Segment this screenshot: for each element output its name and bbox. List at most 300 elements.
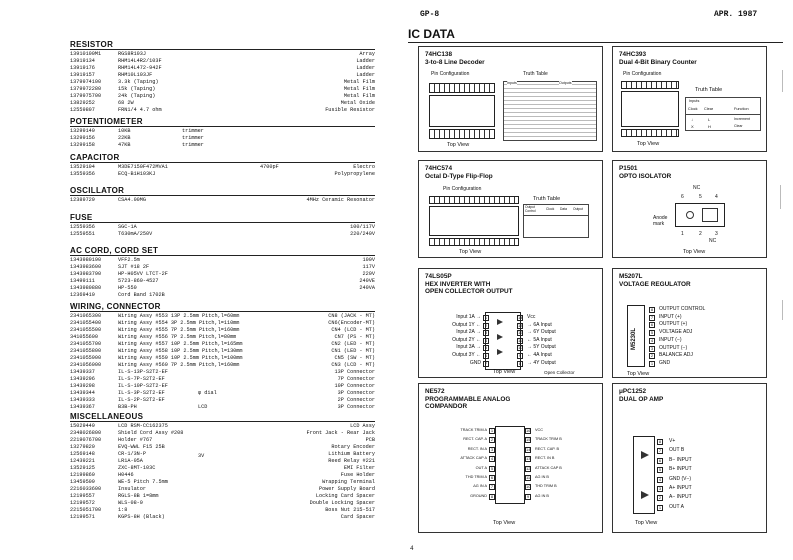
misc-row — [70, 486, 375, 493]
wiring-row — [70, 362, 375, 369]
wiring-row — [70, 334, 375, 341]
resistor-section-title: RESISTOR — [70, 40, 114, 49]
part-number: 2341055700 — [70, 341, 102, 347]
pin-number: 4 — [650, 337, 654, 343]
part-number: 2341055900 — [70, 355, 102, 361]
wiring-row — [70, 327, 375, 334]
opamp-b-symbol — [641, 451, 649, 459]
truth-table-label: Truth Table — [533, 196, 561, 202]
part-spec: LR1A-05A — [118, 458, 143, 464]
part-number: 13439337 — [70, 369, 95, 375]
nc-bottom-label: NC — [709, 238, 717, 244]
part-number: 1343980190 — [70, 257, 102, 263]
part-spec: RHM14L4R2/103F — [118, 58, 162, 64]
chip-upc1252 — [633, 436, 655, 514]
misc-row — [70, 437, 375, 444]
part-spec: HP-550 — [118, 285, 137, 291]
pin-number: 8 — [650, 307, 654, 312]
part-desc: 2P Connector — [337, 397, 375, 403]
doc-id: GP-8 — [420, 10, 440, 19]
top-view-label: Top View — [627, 371, 650, 377]
part-number: 12569148 — [70, 451, 95, 457]
opto-element — [702, 208, 718, 222]
pin-label-left: ATTACK CAP A — [460, 456, 487, 461]
pin-function: INPUT (+) — [659, 313, 682, 320]
resistor-row — [70, 100, 375, 107]
part-spec: Wiring Assy #554 3P 2.5mm Pitch,l=110mm — [118, 320, 240, 326]
resistor-row — [70, 86, 375, 93]
part-spec: SGC-1A — [118, 224, 137, 230]
pin-row-top — [429, 196, 519, 204]
wiring-row — [70, 404, 375, 411]
ic-name: M5207L — [619, 273, 643, 280]
part-spec: 1:8 — [118, 507, 128, 513]
wiring-section-title: WIRING, CONNECTOR — [70, 302, 161, 311]
part-desc: trimmer — [182, 142, 204, 148]
pin-1: 1 — [681, 231, 684, 237]
pin-number: 3 — [658, 486, 662, 491]
pin-row-bottom — [429, 129, 495, 139]
pin-number: 1 — [650, 360, 654, 366]
part-spec: CR-1/3N-P — [118, 451, 147, 457]
divider — [408, 42, 783, 43]
part-number: 2216033600 — [70, 486, 102, 492]
pin-label-right: → 6Y Output — [527, 329, 556, 336]
wiring-row — [70, 355, 375, 362]
part-number: 1343980880 — [70, 285, 102, 291]
part-number: 13529104 — [70, 164, 95, 170]
pin-function: B− INPUT — [669, 456, 692, 463]
part-spec: Wiring Assy #553 13P 2.5mm Pitch,l=60mm — [118, 313, 240, 319]
pin-4: 4 — [715, 194, 718, 200]
wiring-row — [70, 320, 375, 327]
part-number: 2341055500 — [70, 327, 102, 333]
pin-number: 11 — [526, 475, 531, 480]
misc-row — [70, 479, 375, 486]
part-number: 15029449 — [70, 423, 95, 429]
part-number: 13529125 — [70, 465, 95, 471]
part-spec: EVQ-WWL F15 25B — [118, 444, 165, 450]
pin-number: 9 — [526, 493, 530, 499]
pin-label-right: ← 5A Input — [527, 336, 552, 343]
part-desc: LCD Assy — [350, 423, 375, 429]
pin-function: V+ — [669, 438, 676, 444]
part-number: 341055600 — [70, 334, 99, 340]
divider — [70, 49, 375, 50]
battery-voltage: 3V — [198, 453, 205, 459]
part-desc: Metal Film — [343, 79, 375, 85]
part-value: 4700pF — [260, 164, 279, 170]
chip-p1501 — [675, 203, 725, 227]
part-desc: Lithium Battery — [328, 451, 375, 457]
part-spec: 47KB — [118, 142, 131, 148]
part-desc: Rotary Encoder — [331, 444, 375, 450]
wiring-row — [70, 313, 375, 320]
divider — [70, 421, 375, 422]
top-view-label: Top View — [459, 249, 482, 255]
pin-label-right: ΔG IN B — [535, 475, 549, 479]
part-spec: 3.3k (Taping) — [118, 79, 159, 85]
part-spec: IL-S-7P-S2T2-EF — [118, 376, 165, 382]
part-desc: 117V — [362, 264, 375, 270]
part-spec: 10KB — [118, 128, 131, 134]
open-collector-label: Open Collector — [544, 370, 575, 375]
resistor-row — [70, 58, 375, 65]
part-spec: Wiring Assy #559 10P 2.5mm Pitch,l=100mm — [118, 355, 243, 361]
pin-number: 16 — [526, 428, 531, 433]
ac_cord-section-title: AC CORD, CORD SET — [70, 246, 159, 255]
part-number: 12199860 — [70, 472, 95, 478]
top-view-label: Top View — [493, 520, 516, 526]
ic-ne572-card — [418, 383, 603, 533]
pin-number: 7 — [490, 484, 494, 490]
truth-table-label: Truth Table — [523, 71, 548, 77]
pin-label-right: ATTACK CAP B — [535, 465, 562, 470]
th-inputs: Inputs — [689, 99, 700, 103]
pin-label-right: VCC — [535, 428, 544, 432]
ac_cord-row — [70, 285, 375, 292]
part-spec: RHM14L472-942F — [118, 65, 162, 71]
pin-row-top — [429, 83, 495, 93]
oscillator-row — [70, 197, 375, 204]
part-spec: H0446 — [118, 472, 134, 478]
pin-function: INPUT (−) — [659, 336, 682, 343]
pin-5: 5 — [699, 194, 702, 200]
pin-2: 2 — [699, 231, 702, 237]
part-spec: 22KB — [118, 135, 131, 141]
ic-desc: Octal D-Type Flip-Flop — [425, 172, 493, 180]
resistor-row — [70, 65, 375, 72]
th-function: Function — [734, 107, 749, 111]
part-number: 12389729 — [70, 197, 95, 203]
ic-name: 74LS05P — [425, 273, 452, 280]
part-number: 13299158 — [70, 142, 95, 148]
pin-number: 14 — [518, 315, 523, 320]
chip-74ls05p — [485, 312, 521, 370]
part-desc: Locking Card Spacer — [315, 493, 375, 499]
part-number: 13279820 — [70, 444, 95, 450]
pin-number: 5 — [658, 467, 662, 473]
misc-row — [70, 472, 375, 479]
pin-function: GND — [659, 359, 671, 366]
ic-name: 74HC393 — [619, 51, 647, 58]
td-clock-2: X — [691, 124, 694, 129]
pin-number: 1 — [490, 428, 494, 433]
divider — [70, 195, 375, 196]
pin-function: B+ INPUT — [669, 466, 692, 473]
pin-label-right: ← 4A Input — [527, 352, 552, 358]
part-number: 12559807 — [70, 107, 95, 113]
part-desc: Card Spacer — [340, 514, 375, 520]
part-spec: Shield Cord Assy #208 — [118, 430, 184, 436]
pin-function: A− INPUT — [669, 494, 692, 501]
pin-number: 12 — [526, 465, 531, 471]
part-spec: IL-S-2P-S2T2-EF — [118, 397, 165, 403]
pin-label-right: Vcc — [527, 314, 536, 320]
part-number: 13459509 — [70, 479, 95, 485]
wiring-note-lcd: LCD — [198, 404, 208, 410]
part-desc: 3P Connector — [337, 404, 375, 410]
pin-number: 6 — [490, 475, 494, 480]
ic-name: 74HC574 — [425, 165, 453, 172]
part-spec: Wiring Assy #558 10P 2.5mm Pitch,l=130mm — [118, 348, 243, 354]
part-number: 12199572 — [70, 500, 95, 506]
part-number: 2215051700 — [70, 507, 102, 513]
anode-mark-label: Anode mark — [653, 215, 668, 227]
part-spec: M3DE7150F472MVA1 — [118, 164, 168, 170]
part-desc: CN4 (LCD - MT) — [331, 327, 375, 333]
wiring-row — [70, 369, 375, 376]
ic-desc: VOLTAGE REGULATOR — [619, 280, 691, 288]
chip-74hc393 — [621, 91, 679, 127]
truth-table — [523, 204, 589, 238]
part-desc: Metal Film — [343, 93, 375, 99]
pin-number: 4 — [658, 476, 662, 482]
part-desc: 220/240V — [350, 231, 375, 237]
part-spec: 24k (Taping) — [118, 93, 156, 99]
chip-m5207l — [627, 305, 645, 367]
part-number: 1379974100 — [70, 79, 102, 85]
part-desc: CN8 (JACK - MT) — [328, 313, 375, 319]
pin-number: 3 — [650, 345, 654, 351]
part-spec: CSA4.00MG — [118, 197, 147, 203]
pin-label-left: Input 1A → — [456, 314, 481, 320]
part-spec: IL-S-13P-S2T2-EF — [118, 369, 168, 375]
chip-74hc574 — [429, 206, 519, 236]
wiring-row — [70, 348, 375, 355]
misc-row — [70, 430, 375, 437]
part-number: 2348026800 — [70, 430, 102, 436]
part-spec: Cord Band 1702B — [118, 292, 165, 298]
top-view-label: Top View — [447, 142, 470, 148]
pin-6: 6 — [681, 194, 684, 200]
part-spec: FRN1/4 4.7 ohm — [118, 107, 162, 113]
page-number: 4 — [410, 545, 414, 552]
th-output-control: Output Control — [525, 205, 536, 213]
part-spec: SJT #18 2F — [118, 264, 150, 270]
part-desc: 3P Connector — [337, 390, 375, 396]
part-desc: Front Jack - Rear Jack — [306, 430, 375, 436]
part-desc: Double Locking Spacer — [309, 500, 375, 506]
pin-number: 5 — [490, 465, 494, 471]
part-desc: 240VE — [359, 278, 375, 284]
part-desc: Power Supply Board — [318, 486, 375, 492]
pin-number: 10 — [526, 484, 531, 490]
part-number: 13910100M1 — [70, 51, 102, 57]
pin-number: 7 — [658, 448, 662, 454]
wiring-row — [70, 376, 375, 383]
th-clear: Clear — [704, 107, 714, 111]
td-clear-2: H — [708, 124, 711, 129]
misc-row — [70, 423, 375, 430]
wiring-row — [70, 397, 375, 404]
part-number: 12559551 — [70, 231, 95, 237]
pin-number: 2 — [658, 495, 662, 501]
part-spec: LCD RSM-CC162375 — [118, 423, 168, 429]
part-spec: WE-5 Pitch 7.5mm — [118, 479, 168, 485]
td-function-2: Clear — [734, 124, 743, 128]
part-spec: 15k (Taping) — [118, 86, 156, 92]
part-spec: Wiring Assy #556 7P 2.5mm Pitch,l=80mm — [118, 334, 237, 340]
pin-number: 1 — [484, 315, 488, 320]
pin-label-left: RECT. CAP. A — [463, 437, 487, 442]
part-desc: Electro — [353, 164, 375, 170]
pin-3: 3 — [715, 231, 718, 237]
ic-p1501-card — [612, 160, 767, 258]
pin-config-label: Pin Configuration — [431, 71, 470, 77]
part-desc: CN3 (LCD - MT) — [331, 362, 375, 368]
misc-row — [70, 458, 375, 465]
wiring-row — [70, 383, 375, 390]
ic-desc: DUAL OP AMP — [619, 395, 664, 403]
opamp-a-symbol — [641, 491, 649, 499]
part-spec: ECQ-B1H103KJ — [118, 171, 156, 177]
pin-number: 2 — [490, 437, 494, 443]
pin-label-left: Output 1Y ← — [452, 321, 481, 328]
ic-desc-2: OPEN COLLECTOR OUTPUT — [425, 288, 513, 295]
oscillator-section-title: OSCILLATOR — [70, 186, 125, 195]
pin-label-right: THD TRIM B — [535, 484, 557, 489]
pin-number: 10 — [518, 345, 523, 351]
pin-number: 6 — [484, 353, 488, 358]
pin-number: 8 — [658, 439, 662, 444]
misc-section-title: MISCELLANEOUS — [70, 412, 144, 421]
part-spec: Wiring Assy #557 10P 2.5mm Pitch,l=165mm — [118, 341, 243, 347]
part-number: 13829252 — [70, 100, 95, 106]
ic-74hc574-card — [418, 160, 603, 258]
capacitor-row — [70, 171, 375, 178]
part-desc: trimmer — [182, 135, 204, 141]
part-desc: Array — [359, 51, 375, 57]
part-spec: Insulator — [118, 486, 147, 492]
misc-row — [70, 493, 375, 500]
th-clock: Clock — [688, 107, 698, 111]
part-desc: trimmer — [182, 128, 204, 134]
capacitor-section-title: CAPACITOR — [70, 153, 120, 162]
th-data: Data — [560, 207, 567, 211]
pin-label-right: RECT. CAP. B — [535, 446, 559, 451]
part-desc: 220V — [362, 271, 375, 277]
potentiometer-section-title: POTENTIOMETER — [70, 117, 143, 126]
ic-upc1252-card — [612, 383, 767, 533]
pin-label-right: → 5Y Output — [527, 344, 556, 351]
th-clock: Clock — [546, 207, 555, 211]
part-number: 1343983790 — [70, 271, 102, 277]
part-number: 1379972280 — [70, 86, 102, 92]
part-desc: 100/117V — [350, 224, 375, 230]
part-number: 12559356 — [70, 224, 95, 230]
ic-name: μPC1252 — [619, 388, 647, 395]
part-desc: Ladder — [356, 58, 375, 64]
pin-number: 7 — [650, 314, 654, 320]
misc-row — [70, 465, 375, 472]
part-number: 12439221 — [70, 458, 95, 464]
top-view-label: Top View — [635, 520, 658, 526]
part-spec: Holder #767 — [118, 437, 153, 443]
divider — [70, 126, 375, 127]
divider — [524, 215, 588, 216]
ic-name: 74HC138 — [425, 51, 453, 58]
pin-label-left: Output 3Y ← — [452, 352, 481, 358]
part-desc: 10P Connector — [334, 383, 375, 389]
part-number: 13919176 — [70, 65, 95, 71]
pin-label-left: Input 3A → — [456, 344, 481, 351]
fuse-row — [70, 224, 375, 231]
margin-mark — [782, 70, 783, 92]
part-spec: RHM10L103JF — [118, 72, 153, 78]
pin-label-left: GROUND — [470, 493, 487, 498]
divider — [70, 222, 375, 223]
ic-desc-1: HEX INVERTER WITH — [425, 280, 491, 288]
pin-label-right: RECT. IN B — [535, 456, 555, 461]
divider — [70, 162, 375, 163]
pin-config-label: Pin Configuration — [623, 71, 662, 77]
pin-config-label: Pin Configuration — [443, 186, 482, 192]
pin-number: 3 — [484, 330, 488, 336]
pin-label-left: ΔG IN A — [473, 484, 487, 489]
part-spec: WLS-08-0 — [118, 500, 143, 506]
ic-desc: 3-to-8 Line Decoder — [425, 58, 485, 66]
th-inputs: Inputs — [507, 81, 517, 85]
td-function-1: Increment — [734, 117, 750, 121]
pin-function: OUTPUT CONTROL — [659, 306, 706, 312]
pin-label-right: → 6A Input — [527, 321, 552, 328]
inverter-symbol — [497, 319, 503, 325]
ic-74hc138-card — [418, 46, 603, 152]
pin-number: 6 — [650, 322, 654, 328]
part-spec: Wiring Assy #560 7P 2.5mm Pitch,l=160mm — [118, 362, 240, 368]
pin-number: 13 — [526, 456, 531, 462]
part-spec: B3B-PH — [118, 404, 137, 410]
ic-desc-2: COMPANDOR — [425, 403, 468, 410]
part-desc: PCB — [365, 437, 375, 443]
pin-number: 7 — [484, 360, 488, 366]
part-desc: CN6(Encoder-MT) — [328, 320, 375, 326]
fuse-section-title: FUSE — [70, 213, 93, 222]
part-number: 1343983600 — [70, 264, 102, 270]
pin-number: 6 — [658, 457, 662, 463]
wiring-row — [70, 390, 375, 397]
ac_cord-row — [70, 264, 375, 271]
part-desc: Boss Nut 215-517 — [325, 507, 375, 513]
truth-table-grid — [503, 81, 597, 141]
pin-number: 4 — [484, 337, 488, 343]
pin-label-left: RECT. IN A — [467, 446, 487, 451]
pin-label-left: THD TRIM A — [465, 475, 487, 479]
part-desc: CN1 (LED - MT) — [331, 348, 375, 354]
part-desc: Ladder — [356, 65, 375, 71]
pin-number: 14 — [526, 446, 531, 452]
pin-number: 5 — [650, 330, 654, 336]
top-view-label: Top View — [493, 369, 516, 375]
part-spec: RGS8R103J — [118, 51, 147, 57]
pin-number: 4 — [490, 456, 494, 462]
part-number: 12199571 — [70, 514, 95, 520]
part-number: 2341055400 — [70, 320, 102, 326]
potentiometer-row — [70, 142, 375, 149]
pin-number: 13 — [518, 322, 523, 328]
part-desc: EMI Filter — [343, 465, 375, 471]
part-desc: CN7 (PS - MT) — [334, 334, 375, 340]
part-number: 2341055800 — [70, 348, 102, 354]
part-desc: Fuse Holder — [340, 472, 375, 478]
part-desc: CN5 (SW - MT) — [334, 355, 375, 361]
divider — [70, 255, 375, 256]
part-number: 13439367 — [70, 404, 95, 410]
pin-function: BALANCE ADJ — [659, 352, 693, 359]
resistor-row — [70, 72, 375, 79]
part-desc: Fusible Resistor — [325, 107, 375, 113]
